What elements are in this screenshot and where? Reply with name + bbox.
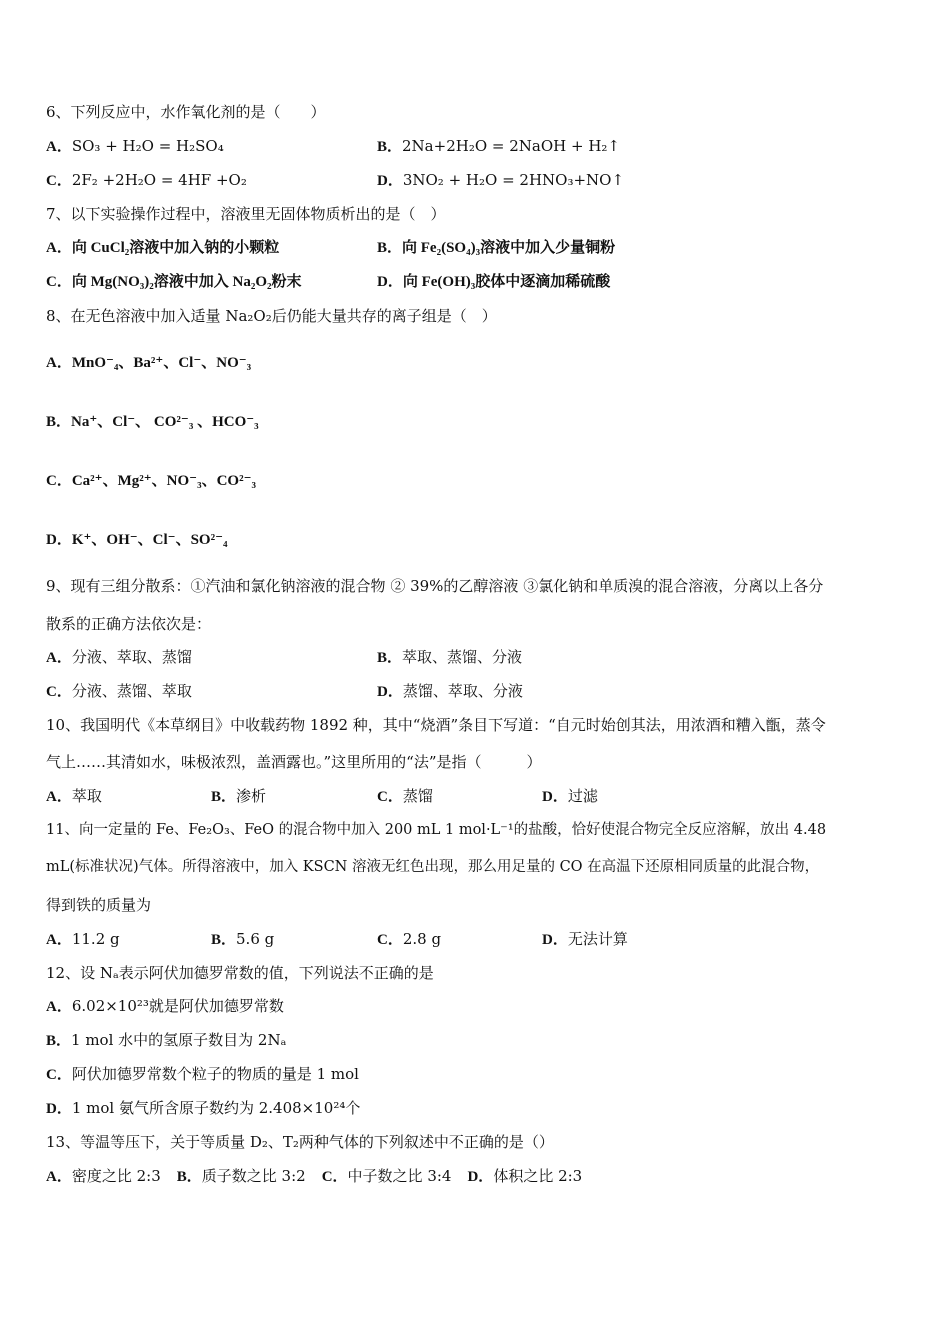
option-text: 3NO₂ + H₂O = 2HNO₃+NO↑	[402, 171, 625, 189]
q11-option-c	[377, 929, 441, 950]
option-text: 2.8 g	[402, 930, 442, 948]
option-text: 蒸馏	[402, 787, 433, 805]
q6-stem: 6、下列反应中，水作氧化剂的是（ ）	[46, 103, 326, 121]
q8-option-a: A．MnO⁻₄、Ba²⁺、Cl⁻、NO⁻₃	[46, 355, 252, 371]
option-label: B．	[377, 650, 403, 666]
q9-option-d	[377, 681, 523, 702]
q11-stem-line3: 得到铁的质量为	[46, 896, 152, 914]
q10-option-a	[46, 786, 102, 807]
q7-option-d	[377, 272, 610, 292]
q10-stem-line1: 10、我国明代《本草纲目》中收载药物 1892 种，其中“烧酒”条目下写道：“自元时始创其法，用浓酒和糟入甑，蒸令	[46, 716, 826, 734]
option-text: 2Na+2H₂O = 2NaOH + H₂↑	[402, 137, 620, 155]
option-text: 向 Fe(OH)₃胶体中逐滴加稀硫酸	[402, 274, 611, 290]
option-text: 向 Fe₂(SO₄)₃溶液中加入少量铜粉	[402, 240, 616, 256]
q12-option-c	[46, 1064, 359, 1085]
option-label: D．	[467, 1169, 494, 1185]
q11-stem-line1: 11、向一定量的 Fe、Fe₂O₃、FeO 的混合物中加入 200 mL 1 mol·L⁻¹的盐酸，恰好使混合物完全反应溶解，放出 4.48	[46, 822, 827, 838]
q7-stem: 7、以下实验操作过程中，溶液里无固体物质析出的是（ ）	[46, 205, 446, 223]
q9-stem-line2: 散系的正确方法依次是：	[46, 615, 212, 633]
option-label: D．	[46, 1101, 72, 1117]
q10-option-c	[377, 786, 433, 807]
q13-option-a: 密度之比 2:3	[71, 1167, 161, 1185]
q6-option-a	[46, 136, 224, 157]
option-text: 向 CuCl₂溶液中加入钠的小颗粒	[71, 240, 280, 256]
q11-option-a	[46, 929, 120, 950]
q11-option-d	[542, 929, 628, 950]
q6-option-c	[46, 170, 247, 191]
q6-option-b	[377, 136, 620, 157]
option-text: 萃取、蒸馏、分液	[402, 648, 523, 666]
q12-stem: 12、设 Nₐ表示阿伏加德罗常数的值，下列说法不正确的是	[46, 964, 434, 982]
q12-option-b	[46, 1030, 286, 1051]
q9-option-b	[377, 647, 522, 668]
q7-option-a	[46, 238, 279, 258]
option-text: 1 mol 氨气所含原子数约为 2.408×10²⁴个	[71, 1099, 361, 1117]
q11-stem-line2: mL(标准状况)气体。所得溶液中，加入 KSCN 溶液无红色出现，那么用足量的 CO 在高温下还原相同质量的此混合物，	[46, 859, 820, 875]
option-label: A．	[46, 1169, 72, 1185]
option-label: B．	[211, 932, 237, 948]
q9-option-c	[46, 681, 192, 702]
option-label: C．	[46, 684, 72, 700]
option-label: C．	[46, 173, 72, 189]
q8-option-c: C．Ca²⁺、Mg²⁺、NO⁻₃、CO²⁻₃	[46, 473, 256, 489]
option-label: D．	[377, 274, 403, 290]
option-text: 蒸馏、萃取、分液	[402, 682, 523, 700]
option-text: 无法计算	[567, 930, 628, 948]
option-text: 1 mol 水中的氢原子数目为 2Nₐ	[71, 1031, 287, 1049]
q9-stem-line1: 9、现有三组分散系：①汽油和氯化钠溶液的混合物 ② 39%的乙醇溶液 ③氯化钠和单质溴的混合溶液，分离以上各分	[46, 577, 824, 595]
option-text: SO₃ + H₂O = H₂SO₄	[71, 137, 224, 155]
q8-option-d: D．K⁺、OH⁻、Cl⁻、SO²⁻₄	[46, 532, 228, 548]
q13-option-c: 中子数之比 3:4	[347, 1167, 452, 1185]
option-label: B．	[211, 789, 237, 805]
option-label: A．	[46, 999, 72, 1015]
option-label: A．	[46, 240, 72, 256]
option-text: 6.02×10²³就是阿伏加德罗常数	[71, 997, 284, 1015]
option-label: C．	[321, 1169, 348, 1185]
option-label: B．	[46, 1033, 72, 1049]
option-label: B．	[377, 240, 403, 256]
option-label: C．	[377, 789, 403, 805]
option-text: 过滤	[567, 787, 598, 805]
option-text: 2F₂ +2H₂O = 4HF +O₂	[71, 171, 247, 189]
option-text: 向 Mg(NO₃)₂溶液中加入 Na₂O₂粉末	[71, 274, 302, 290]
option-label: C．	[46, 1067, 72, 1083]
option-label: D．	[542, 932, 568, 948]
q9-option-a	[46, 647, 192, 668]
q10-option-d	[542, 786, 598, 807]
option-text: 5.6 g	[236, 930, 275, 948]
q7-option-b	[377, 238, 615, 258]
option-label: C．	[377, 932, 403, 948]
option-label: A．	[46, 789, 72, 805]
q13-stem: 13、等温等压下，关于等质量 D₂、T₂两种气体的下列叙述中不正确的是（）	[46, 1133, 554, 1151]
option-label: A．	[46, 650, 72, 666]
q6-option-d	[377, 170, 624, 191]
q12-option-a	[46, 996, 284, 1017]
q11-option-b	[211, 929, 274, 950]
q13-option-d: 体积之比 2:3	[493, 1167, 583, 1185]
q13-options	[46, 1166, 582, 1187]
q10-option-b	[211, 786, 266, 807]
option-label: D．	[377, 173, 403, 189]
q12-option-d	[46, 1098, 360, 1119]
option-text: 萃取	[71, 787, 102, 805]
option-text: 分液、蒸馏、萃取	[71, 682, 192, 700]
option-label: A．	[46, 932, 72, 948]
option-text: 渗析	[236, 787, 267, 805]
option-label: B．	[176, 1169, 202, 1185]
q13-option-b: 质子数之比 3:2	[201, 1167, 306, 1185]
option-label: D．	[377, 684, 403, 700]
option-text: 分液、萃取、蒸馏	[71, 648, 192, 666]
q7-option-c	[46, 272, 301, 292]
q10-stem-line2: 气上……其清如水，味极浓烈，盖酒露也。”这里所用的“法”是指（ ）	[46, 753, 542, 771]
option-text: 阿伏加德罗常数个粒子的物质的量是 1 mol	[71, 1065, 359, 1083]
q8-option-b: B．Na⁺、Cl⁻、 CO²⁻₃ 、HCO⁻₃	[46, 414, 259, 430]
option-label: D．	[542, 789, 568, 805]
option-label: B．	[377, 139, 403, 155]
option-label: C．	[46, 274, 72, 290]
q8-stem: 8、在无色溶液中加入适量 Na₂O₂后仍能大量共存的离子组是（ ）	[46, 307, 497, 325]
option-label: A．	[46, 139, 72, 155]
option-text: 11.2 g	[71, 930, 120, 948]
